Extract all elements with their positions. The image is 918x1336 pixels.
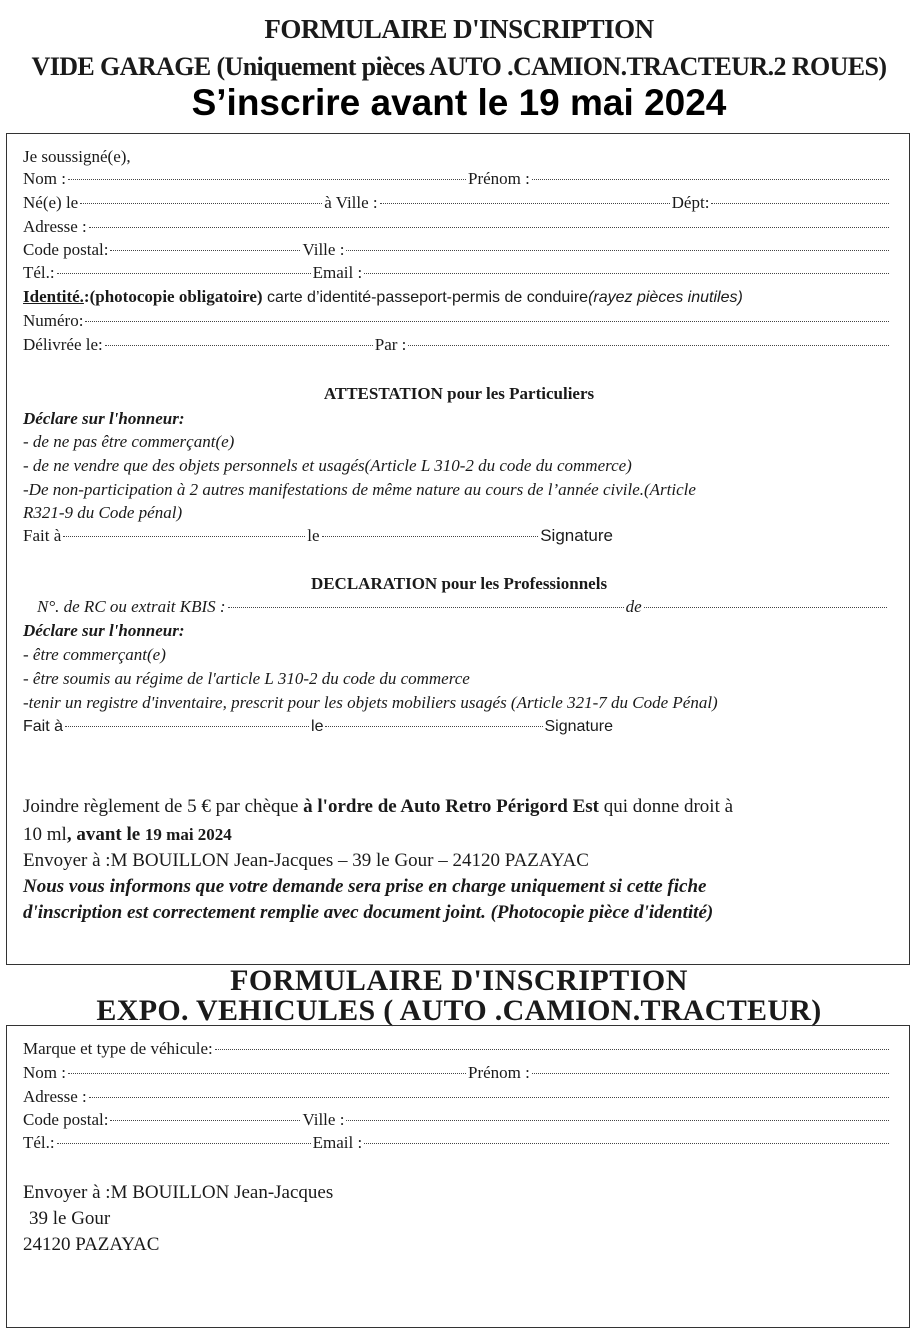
expo-prenom-field[interactable] bbox=[532, 1073, 889, 1074]
nom-label: Nom : bbox=[23, 169, 66, 188]
expo-vehicules-form bbox=[6, 1025, 910, 1328]
payment-deadline: 19 mai 2024 bbox=[144, 825, 232, 844]
form-subtitle: VIDE GARAGE (Uniquement pièces AUTO .CAMION.TRACTEUR.2 ROUES) bbox=[31, 52, 887, 81]
birth-city-field[interactable] bbox=[380, 203, 670, 204]
expo-email-label: Email : bbox=[312, 1133, 363, 1152]
nom-field[interactable] bbox=[68, 179, 466, 180]
rc-row bbox=[37, 596, 889, 618]
expo-code-postal-label: Code postal: bbox=[23, 1110, 109, 1129]
expo-ville-label: Ville : bbox=[302, 1110, 345, 1129]
payment-line-2 bbox=[23, 822, 232, 848]
identite-label: Identité. bbox=[23, 287, 84, 306]
dept-label: Dépt: bbox=[671, 193, 710, 212]
pro-signature-label: Signature bbox=[544, 718, 613, 735]
adresse-row bbox=[23, 216, 891, 238]
notice-line-1: Nous vous informons que votre demande sera prise en charge uniquement si cette fiche bbox=[23, 876, 707, 897]
le-field[interactable] bbox=[322, 536, 539, 537]
expo-prenom-label: Prénom : bbox=[467, 1063, 530, 1082]
code-postal-label: Code postal: bbox=[23, 240, 109, 259]
pro-le-field[interactable] bbox=[325, 726, 542, 727]
declaration-title bbox=[7, 573, 911, 595]
identite-row bbox=[23, 286, 743, 309]
expo-ville-field[interactable] bbox=[346, 1120, 889, 1121]
tel-field[interactable] bbox=[57, 273, 311, 274]
declaration-item-2: - être soumis au régime de l'article L 310-2 du code du commerce bbox=[23, 669, 470, 688]
payment-before: , avant le bbox=[66, 824, 145, 845]
birth-date-field[interactable] bbox=[80, 203, 322, 204]
declaration-item-1: - être commerçant(e) bbox=[23, 645, 166, 664]
expo-send-line-1: Envoyer à :M BOUILLON Jean-Jacques bbox=[23, 1182, 334, 1203]
expo-tel-email-row bbox=[23, 1132, 891, 1154]
prenom-field[interactable] bbox=[532, 179, 889, 180]
expo-form-title: FORMULAIRE D'INSCRIPTION bbox=[230, 964, 688, 997]
prenom-label: Prénom : bbox=[467, 169, 530, 188]
delivree-field[interactable] bbox=[105, 345, 373, 346]
expo-nom-row bbox=[23, 1062, 891, 1084]
attestation-item-3-cont: R321-9 du Code pénal) bbox=[23, 503, 183, 522]
payment-length: 10 ml bbox=[23, 824, 67, 845]
marque-row bbox=[23, 1038, 891, 1060]
ville-label: Ville : bbox=[302, 240, 345, 259]
form-title: FORMULAIRE D'INSCRIPTION bbox=[264, 14, 654, 44]
pro-fait-a-field[interactable] bbox=[65, 726, 309, 727]
expo-adresse-row bbox=[23, 1086, 891, 1108]
expo-code-postal-field[interactable] bbox=[110, 1120, 300, 1121]
par-field[interactable] bbox=[408, 345, 889, 346]
attestation-title-rest: pour les Particuliers bbox=[442, 384, 595, 403]
expo-form-subtitle: EXPO. VEHICULES ( AUTO .CAMION.TRACTEUR) bbox=[96, 994, 822, 1027]
numero-row bbox=[23, 310, 891, 332]
payment-text-end: qui donne droit à bbox=[599, 796, 734, 817]
expo-email-field[interactable] bbox=[364, 1143, 889, 1144]
identite-required: :(photocopie obligatoire) bbox=[83, 287, 263, 306]
delivree-row bbox=[23, 334, 891, 356]
attestation-title bbox=[7, 383, 911, 405]
fait-a-label: Fait à bbox=[23, 526, 62, 545]
expo-code-ville-row bbox=[23, 1109, 891, 1131]
rc-date-label: de bbox=[625, 597, 642, 616]
send-address: Envoyer à :M BOUILLON Jean-Jacques – 39 le Gour – 24120 PAZAYAC bbox=[23, 850, 589, 871]
rc-field[interactable] bbox=[228, 607, 624, 608]
tel-email-row bbox=[23, 262, 891, 284]
rc-date-field[interactable] bbox=[644, 607, 887, 608]
attestation-item-2: - de ne vendre que des objets personnels et usagés(Article L 310-2 du code du commerce) bbox=[23, 456, 632, 475]
signature-label: Signature bbox=[540, 526, 613, 545]
code-postal-field[interactable] bbox=[110, 250, 300, 251]
declaration-declare: Déclare sur l'honneur: bbox=[23, 621, 185, 640]
attestation-declare: Déclare sur l'honneur: bbox=[23, 409, 185, 428]
payment-line-1 bbox=[23, 794, 733, 820]
delivree-label: Délivrée le: bbox=[23, 335, 103, 354]
le-label: le bbox=[307, 526, 320, 545]
attestation-title-bold: ATTESTATION bbox=[323, 384, 443, 403]
registration-deadline: S’inscrire avant le 19 mai 2024 bbox=[191, 82, 727, 123]
birth-row bbox=[23, 192, 891, 214]
numero-field[interactable] bbox=[85, 321, 889, 322]
declaration-title-bold: DECLARATION bbox=[310, 574, 438, 593]
payment-text: Joindre règlement de 5 € par chèque bbox=[23, 796, 304, 817]
birth-date-label: Né(e) le bbox=[23, 193, 79, 212]
rc-label: N°. de RC ou extrait KBIS : bbox=[37, 597, 226, 616]
notice-line-2: d'inscription est correctement remplie avec document joint. (Photocopie pièce d'identité) bbox=[23, 902, 714, 923]
fait-a-field[interactable] bbox=[63, 536, 305, 537]
payment-payee: à l'ordre de Auto Retro Périgord Est bbox=[303, 796, 600, 817]
numero-label: Numéro: bbox=[23, 311, 84, 330]
pro-fait-a-label: Fait à bbox=[23, 718, 64, 735]
email-label: Email : bbox=[312, 263, 363, 282]
vide-garage-form bbox=[6, 133, 910, 965]
expo-tel-label: Tél.: bbox=[23, 1133, 55, 1152]
declaration-title-rest: pour les Professionnels bbox=[437, 574, 608, 593]
marque-field[interactable] bbox=[215, 1049, 889, 1050]
tel-label: Tél.: bbox=[23, 263, 55, 282]
expo-nom-field[interactable] bbox=[68, 1073, 466, 1074]
ville-field[interactable] bbox=[346, 250, 889, 251]
pro-le-label: le bbox=[311, 718, 324, 735]
adresse-field[interactable] bbox=[89, 227, 889, 228]
identite-documents: carte d’identité-passeport-permis de conduire bbox=[262, 289, 589, 306]
nom-prenom-row bbox=[23, 168, 891, 190]
attestation-item-3: -De non-participation à 2 autres manifestations de même nature au cours de l’année civile.(Article bbox=[23, 480, 696, 499]
adresse-label: Adresse : bbox=[23, 217, 87, 236]
attestation-fait-row bbox=[23, 525, 613, 547]
expo-tel-field[interactable] bbox=[57, 1143, 311, 1144]
declaration-fait-row bbox=[23, 716, 613, 738]
birth-city-label: à Ville : bbox=[324, 193, 378, 212]
code-ville-row bbox=[23, 239, 891, 261]
attestation-item-1: - de ne pas être commerçant(e) bbox=[23, 432, 235, 451]
email-field[interactable] bbox=[364, 273, 889, 274]
expo-adresse-field[interactable] bbox=[89, 1097, 889, 1098]
marque-label: Marque et type de véhicule: bbox=[23, 1039, 213, 1058]
par-label: Par : bbox=[374, 335, 407, 354]
intro-text: Je soussigné(e), bbox=[23, 147, 131, 166]
declaration-item-3: -tenir un registre d'inventaire, prescrit pour les objets mobiliers usagés (Article 321-7 du Code Pénal) bbox=[23, 693, 718, 712]
expo-adresse-label: Adresse : bbox=[23, 1087, 87, 1106]
dept-field[interactable] bbox=[711, 203, 889, 204]
expo-send-line-2: 39 le Gour bbox=[29, 1208, 111, 1229]
expo-send-line-3: 24120 PAZAYAC bbox=[23, 1234, 160, 1255]
identite-strike-note: (rayez pièces inutiles) bbox=[588, 289, 743, 306]
expo-nom-label: Nom : bbox=[23, 1063, 66, 1082]
